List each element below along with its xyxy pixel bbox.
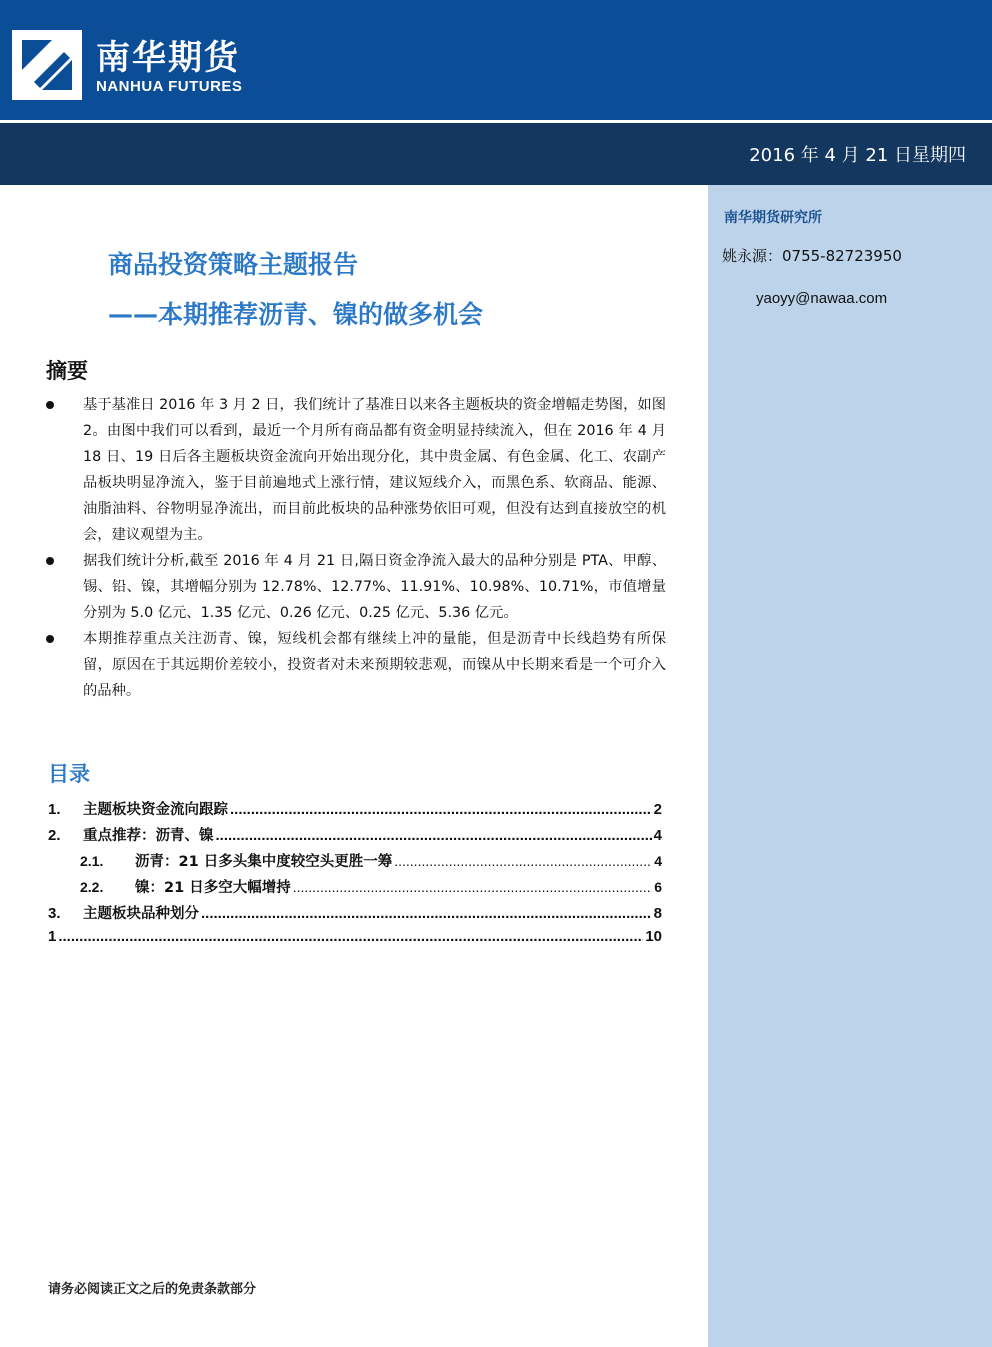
company-name-en: NANHUA FUTURES [96, 78, 243, 95]
abstract-item-text: 基于基准日 2016 年 3 月 2 日，我们统计了基准日以来各主题板块的资金增幅走势图，如图 2。由图中我们可以看到，最近一个月所有商品都有资金明显持续流入，但在 2016 年 4 月 18 日、19 日后各主题板块资金流向开始出现分化，其中贵金属、有色金属、化工、农副产品板块明显净流入，鉴于目前遍地式上涨行情，建议短线介入，而黑色系、软商品、能源、油脂油料、谷物明显净流出，而目前此板块的品种涨势依旧可观，但没有达到直接放空的机会，建议观望为主。 [83, 397, 666, 543]
toc-entry[interactable] [48, 824, 662, 850]
toc-leader [394, 853, 652, 869]
abstract-list [46, 392, 666, 704]
toc-entry[interactable] [48, 902, 662, 928]
bullet-icon [46, 401, 54, 409]
disclaimer-note: 请务必阅读正文之后的免责条款部分 [48, 1282, 257, 1297]
toc-entry-text: 主题板块品种划分 [83, 906, 199, 922]
bullet-icon [46, 557, 54, 565]
toc-entry-number: 2. [48, 827, 61, 844]
abstract-item-text: 据我们统计分析,截至 2016 年 4 月 21 日,隔日资金净流入最大的品种分别是 PTA、甲醇、锡、铅、镍，其增幅分别为 12.78%、12.77%、11.91%、10.98%、10.71%，市值增量分别为 5.0 亿元、1.35 亿元、0.26 亿元、0.25 亿元、5.36 亿元。 [83, 553, 666, 621]
research-dept: 南华期货研究所 [724, 210, 822, 226]
abstract-heading: 摘要 [46, 359, 88, 383]
toc-entry-text: 主题板块资金流向跟踪 [83, 802, 228, 818]
toc-entry-page: 4 [654, 853, 662, 869]
bullet-icon [46, 635, 54, 643]
toc-entry-page: 2 [653, 801, 662, 818]
abstract-item [46, 548, 666, 626]
toc-entry-page: 8 [653, 905, 662, 922]
toc-entry-page: 6 [654, 879, 662, 895]
toc-entry-number: 3. [48, 905, 61, 922]
toc-leader [293, 879, 652, 895]
analyst-email[interactable]: yaoyy@nawaa.com [756, 290, 888, 307]
toc-entry[interactable] [48, 798, 662, 824]
report-subtitle: ——本期推荐沥青、镍的做多机会 [108, 300, 484, 329]
toc-entry[interactable] [48, 928, 662, 954]
company-name-cn: 南华期货 [96, 38, 240, 78]
report-date: 2016 年 4 月 21 日星期四 [749, 145, 966, 166]
toc-heading: 目录 [48, 762, 90, 786]
nanhua-logo-icon [12, 30, 82, 100]
toc-entry-text: 重点推荐：沥青、镍 [83, 828, 214, 844]
abstract-item-text: 本期推荐重点关注沥青、镍，短线机会都有继续上冲的量能，但是沥青中长线趋势有所保留，原因在于其远期价差较小，投资者对未来预期较悲观，而镍从中长期来看是一个可介入的品种。 [83, 631, 666, 699]
toc-entry-number: 1. [48, 801, 61, 818]
toc-leader [216, 827, 652, 844]
header-banner [0, 0, 992, 120]
report-title: 商品投资策略主题报告 [108, 250, 359, 279]
toc-entry-page: 10 [645, 928, 662, 945]
table-of-contents [48, 798, 662, 954]
toc-entry-text: 镍：21 日多空大幅增持 [135, 880, 291, 896]
analyst-contact: 姚永源：0755-82723950 [722, 247, 902, 265]
toc-entry-number: 2.2. [80, 879, 104, 895]
toc-entry-number: 2.1. [80, 853, 104, 869]
toc-entry-text: 沥青：21 日多头集中度较空头更胜一筹 [135, 854, 393, 870]
abstract-item [46, 392, 666, 548]
sidebar [708, 185, 992, 1347]
toc-leader [58, 928, 643, 945]
toc-entry[interactable] [48, 876, 662, 902]
toc-leader [230, 801, 652, 818]
toc-leader [201, 905, 652, 922]
toc-entry-page: 4 [653, 827, 662, 844]
toc-entry[interactable] [48, 850, 662, 876]
abstract-item [46, 626, 666, 704]
toc-entry-number: 1 [48, 928, 57, 945]
